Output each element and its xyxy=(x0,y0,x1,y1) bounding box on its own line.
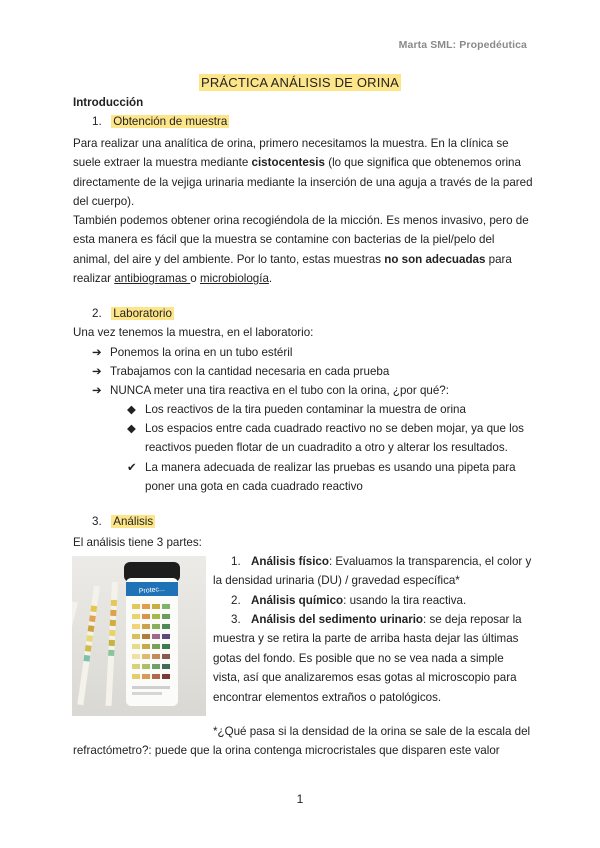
diamond-bullet-icon: ◆ xyxy=(127,422,136,435)
section-2-number: 2. xyxy=(92,307,102,320)
section-3-heading xyxy=(92,515,155,528)
footnote-refractometer: *¿Qué pasa si la densidad de la orina se sale de la escala del refractómetro?: puede que la orina contenga microcristales que disparen este valor xyxy=(73,725,531,758)
section-1-number: 1. xyxy=(92,115,102,128)
lab-intro: Una vez tenemos la muestra, en el laboratorio: xyxy=(73,326,314,339)
section-2-heading xyxy=(92,307,174,320)
paragraph-micturition: También podemos obtener orina recogiéndola de la micción. Es menos invasivo, pero de esta manera es fácil que la muestra se contamine con bacterias de la piel/pelo del animal, del aire y del ambiente. Por lo tanto, estas muestras no son adecuadas para realizar antibiogramas o microbiología. xyxy=(73,214,529,286)
lab-bullet: ➔ Trabajamos con la cantidad necesaria en cada prueba xyxy=(92,362,389,381)
analysis-intro: El análisis tiene 3 partes: xyxy=(73,536,202,549)
analysis-item-3: 3. Análisis del sedimento urinario: se deja reposar la muestra y se retira la parte de arriba hasta dejar las últimas gotas del fondo. Es posible que no se vea nada a simple vista, así que analizaremos esas gotas al microscopio para encontrar elementos extraños o patológicos. xyxy=(213,613,522,704)
sub-bullet: ✔ La manera adecuada de realizar las pruebas es usando una pipeta para poner una gota en cada cuadrado reactivo xyxy=(127,458,527,497)
strip-container xyxy=(124,562,180,706)
section-1-heading xyxy=(92,115,229,128)
page-header: Marta SML: Propedéutica xyxy=(398,39,527,51)
analysis-item-2: 2. Análisis químico: usando la tira reactiva. xyxy=(231,594,467,607)
arrow-icon: ➔ xyxy=(92,384,102,397)
section-3-label: Análisis xyxy=(113,515,154,528)
diamond-bullet-icon: ◆ xyxy=(127,403,136,416)
checkmark-icon: ✔ xyxy=(127,461,137,474)
urine-test-strips-photo xyxy=(72,556,206,716)
sub-bullet: ◆ Los reactivos de la tira pueden contaminar la muestra de orina xyxy=(127,400,527,419)
section-2-label: Laboratorio xyxy=(113,307,172,320)
sub-bullet: ◆ Los espacios entre cada cuadrado reactivo no se deben mojar, ya que los reactivos pueden flotar de un cuadradito a otro y alterar los resultados. xyxy=(127,419,527,458)
arrow-icon: ➔ xyxy=(92,365,102,378)
paragraph-extraction: Para realizar una analítica de orina, primero necesitamos la muestra. En la clínica se suele extraer la muestra mediante cistocentesis (lo que significa que obtenemos orina directamente de la vejiga urinaria mediante la inserción de una aguja a través de la pared del cuerpo). xyxy=(73,137,533,209)
section-1-label: Obtención de muestra xyxy=(113,115,228,128)
section-3-number: 3. xyxy=(92,515,102,528)
page-number: 1 xyxy=(296,792,304,806)
analysis-item-1: 1. Análisis físico: Evaluamos la transparencia, el color y la densidad urinaria (DU) / gravedad específica* xyxy=(213,555,532,588)
intro-heading: Introducción xyxy=(73,96,144,109)
lab-bullet: ➔ NUNCA meter una tira reactiva en el tubo con la orina, ¿por qué?: xyxy=(92,381,449,400)
page-title: PRÁCTICA ANÁLISIS DE ORINA xyxy=(200,75,400,90)
lab-bullet: ➔ Ponemos la orina en un tubo estéril xyxy=(92,343,292,362)
arrow-icon: ➔ xyxy=(92,346,102,359)
container-brand-label: Protec... xyxy=(138,585,166,596)
